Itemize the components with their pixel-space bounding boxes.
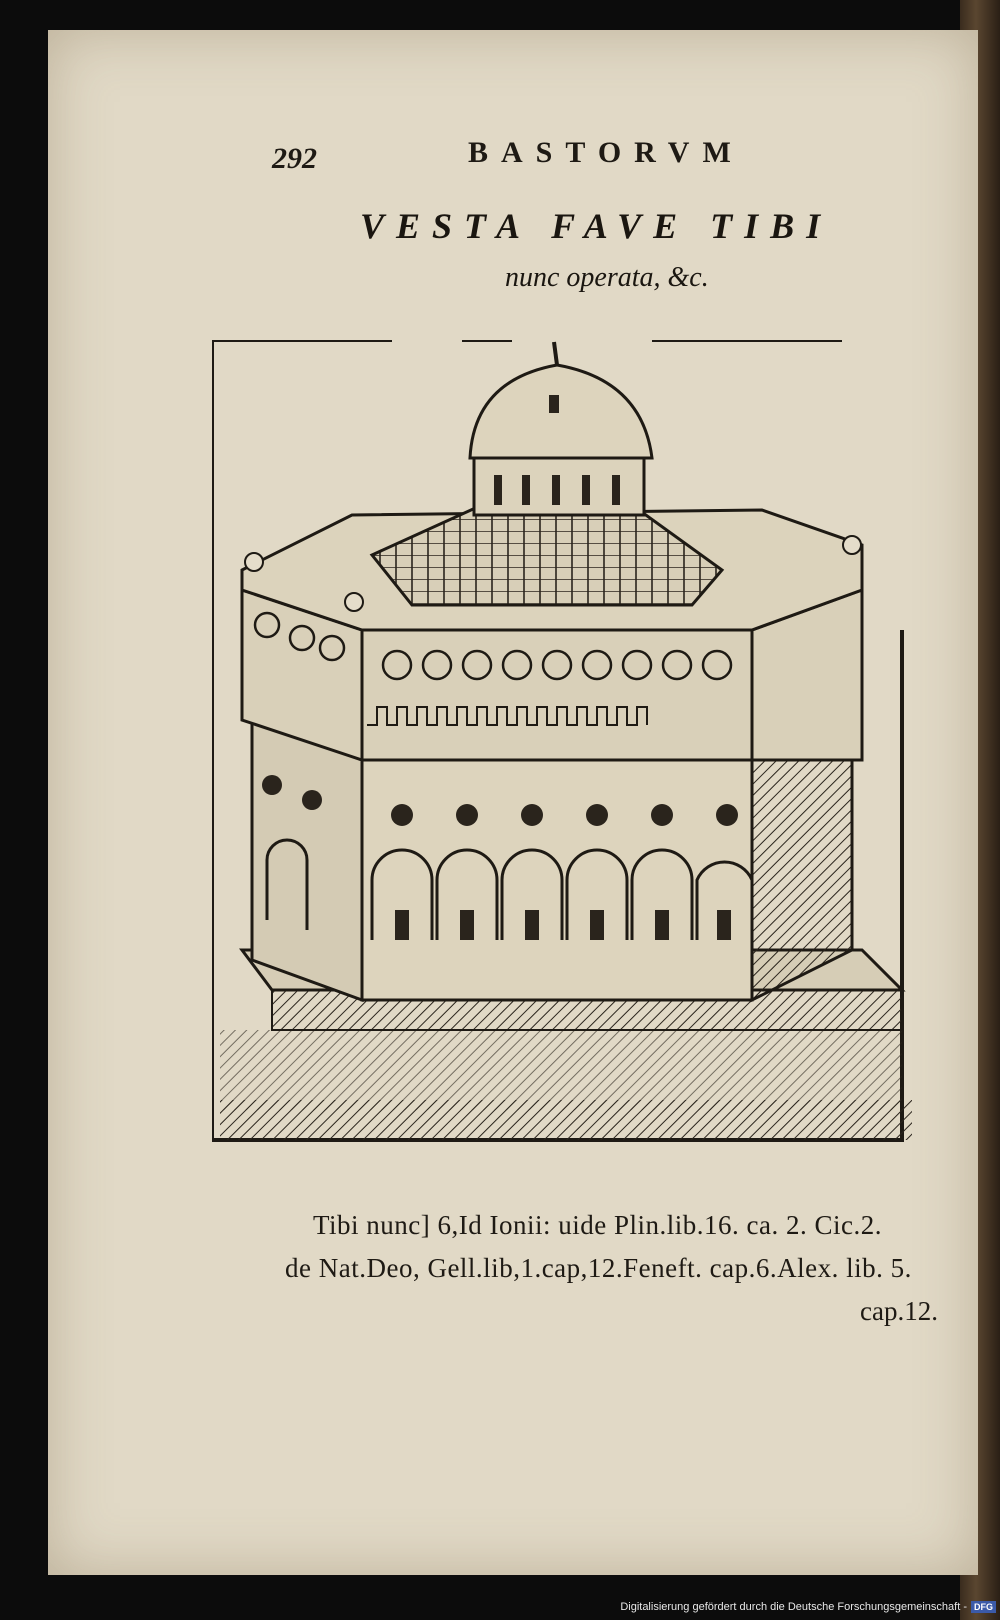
page-number: 292 [272,142,317,175]
digitization-footer [620,1598,996,1616]
temple-of-vesta-woodcut [212,340,932,1180]
illustration-subtitle: nunc operata, &c. [505,262,709,293]
illustration-title: VESTA FAVE TIBI [360,206,833,246]
footer-credit: Digitalisierung gefördert durch die Deutsche Forschungsgemeinschaft - [620,1601,967,1613]
footnote-line-1: Tibi nunc] 6,Id Ionii: uide Plin.lib.16. ca. 2. Cic.2. [313,1210,882,1240]
footnote-line-2: de Nat.Deo, Gell.lib,1.cap,12.Feneft. cap.6.Alex. lib. 5. [285,1253,912,1283]
running-head: BASTORVM [468,136,744,169]
dfg-logo: DFG [971,1601,996,1613]
footnote-line-3: cap.12. [860,1296,938,1326]
